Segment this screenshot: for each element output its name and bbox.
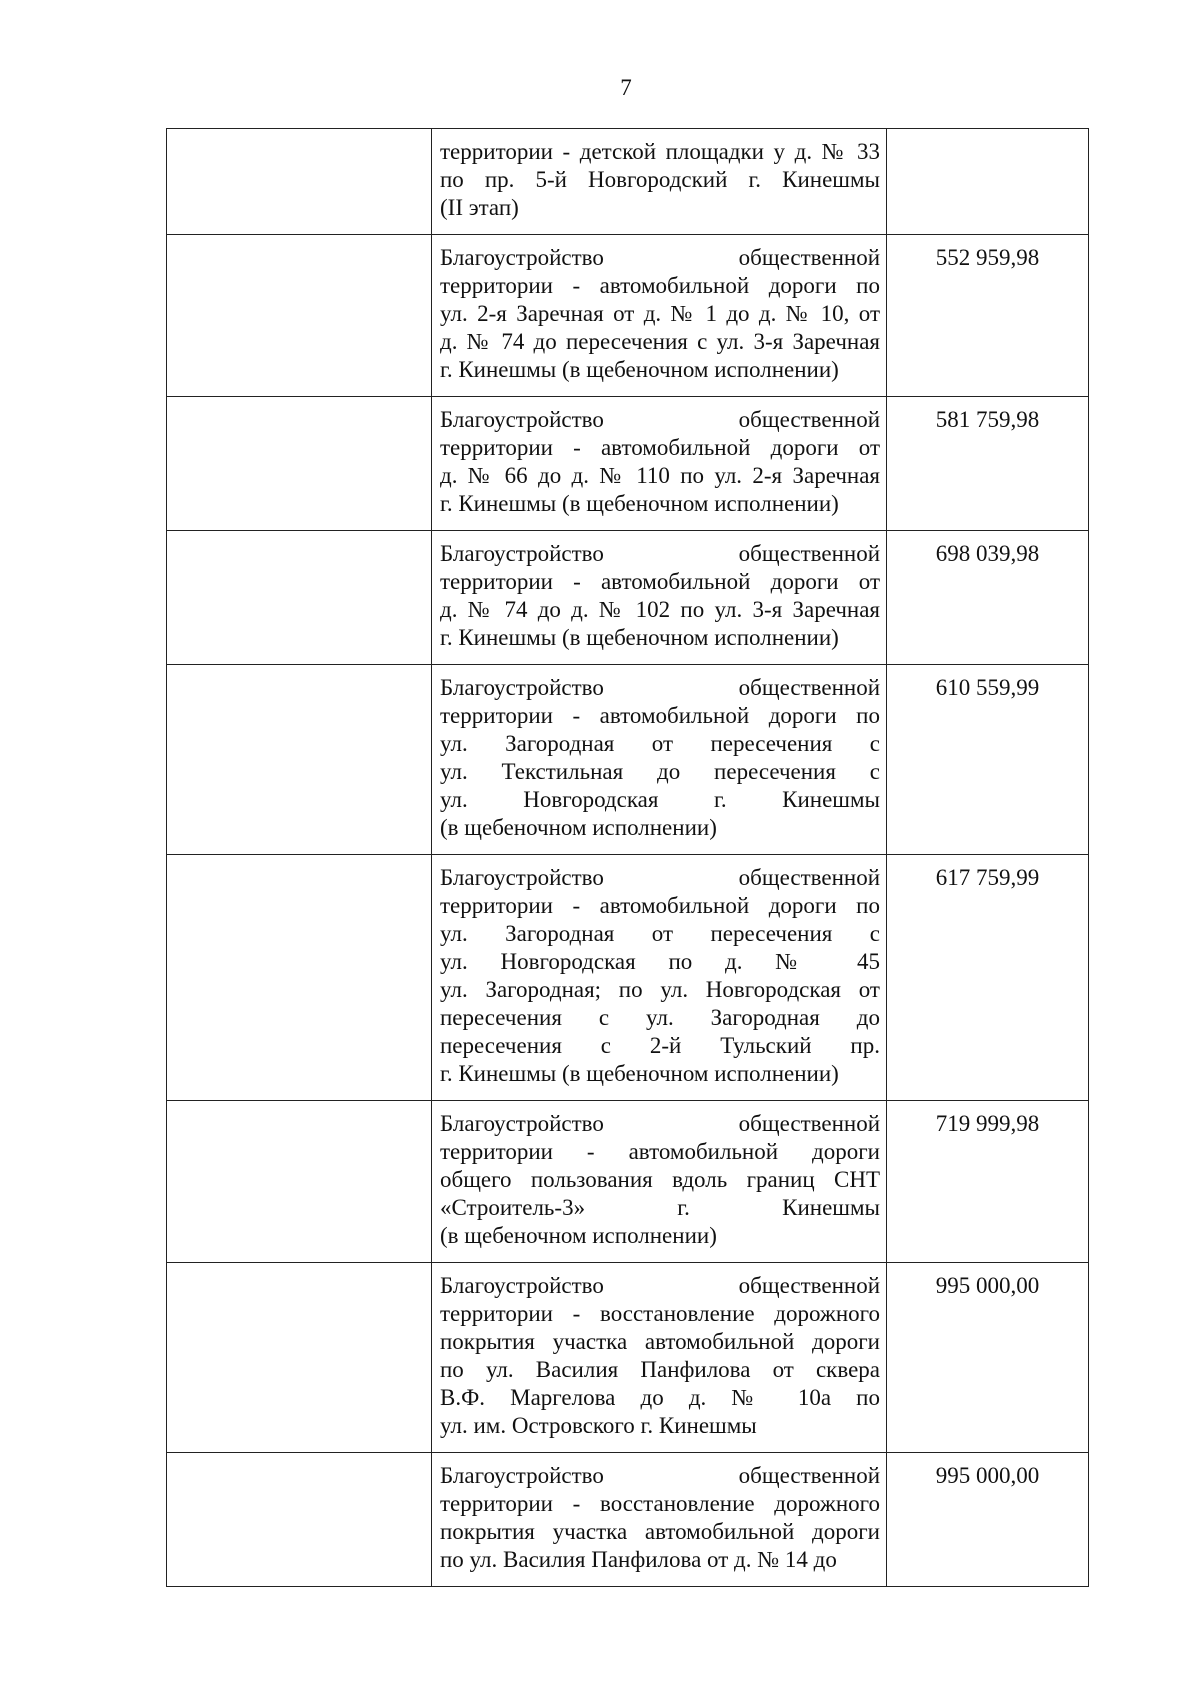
table-row — [167, 855, 1089, 1101]
work-description — [432, 1101, 886, 1252]
description-line: Благоустройство общественной — [440, 541, 880, 566]
description-line: общего пользования вдоль границ СНТ — [440, 1167, 880, 1192]
description-cell — [432, 665, 887, 855]
table-row — [167, 397, 1089, 531]
description-line: по пр. 5-й Новгородский г. Кинешмы — [440, 167, 880, 192]
work-description — [432, 665, 886, 844]
amount-cell — [887, 129, 1089, 235]
amount-value: 995 000,00 — [935, 1463, 1040, 1488]
description-line: (II этап) — [440, 195, 519, 220]
description-line: ул. Новгородская г. Кинешмы — [440, 787, 880, 812]
amount-value: 719 999,98 — [935, 1111, 1040, 1136]
amount-cell — [887, 1101, 1089, 1263]
description-line: территории - восстановление дорожного — [440, 1301, 880, 1326]
work-description — [432, 1453, 886, 1576]
description-line: ул. 2-я Заречная от д. № 1 до д. № 10, от — [440, 301, 880, 326]
amount-value: 581 759,98 — [935, 407, 1040, 432]
table-row — [167, 1453, 1089, 1587]
description-line: Благоустройство общественной — [440, 1273, 880, 1298]
empty-cell — [167, 1101, 432, 1263]
description-line: территории - автомобильной дороги по — [440, 273, 880, 298]
empty-cell — [167, 235, 432, 397]
description-line: Благоустройство общественной — [440, 407, 880, 432]
empty-cell — [167, 1263, 432, 1453]
amount-cell — [887, 397, 1089, 531]
description-line: ул. Загородная от пересечения с — [440, 921, 880, 946]
description-cell — [432, 235, 887, 397]
description-line: (в щебеночном исполнении) — [440, 1223, 717, 1248]
description-line: Благоустройство общественной — [440, 1463, 880, 1488]
description-cell — [432, 531, 887, 665]
description-line: территории - автомобильной дороги — [440, 1139, 880, 1164]
description-cell — [432, 397, 887, 531]
description-line: покрытия участка автомобильной дороги — [440, 1329, 880, 1354]
page-number: 7 — [620, 75, 632, 100]
empty-cell — [167, 129, 432, 235]
description-cell — [432, 1263, 887, 1453]
work-description — [432, 1263, 886, 1442]
description-line: ул. им. Островского г. Кинешмы — [440, 1413, 757, 1438]
description-line: по ул. Василия Панфилова от д. № 14 до — [440, 1547, 837, 1572]
table-row — [167, 1101, 1089, 1263]
description-line: г. Кинешмы (в щебеночном исполнении) — [440, 357, 839, 382]
amount-value — [887, 129, 1088, 140]
description-line: покрытия участка автомобильной дороги — [440, 1519, 880, 1544]
work-description — [432, 129, 886, 224]
amount-cell — [887, 855, 1089, 1101]
description-line: (в щебеночном исполнении) — [440, 815, 717, 840]
work-description — [432, 531, 886, 654]
description-line: Благоустройство общественной — [440, 1111, 880, 1136]
table-body — [167, 129, 1089, 1587]
description-cell — [432, 855, 887, 1101]
table-row — [167, 1263, 1089, 1453]
empty-cell — [167, 1453, 432, 1587]
amount-cell — [887, 1263, 1089, 1453]
description-line: г. Кинешмы (в щебеночном исполнении) — [440, 491, 839, 516]
description-cell — [432, 129, 887, 235]
empty-cell — [167, 531, 432, 665]
amount-cell — [887, 235, 1089, 397]
description-line: д. № 66 до д. № 110 по ул. 2-я Заречная — [440, 463, 880, 488]
description-line: ул. Текстильная до пересечения с — [440, 759, 880, 784]
work-description — [432, 855, 886, 1090]
amount-value: 552 959,98 — [935, 245, 1040, 270]
empty-cell — [167, 665, 432, 855]
description-line: пересечения с 2-й Тульский пр. — [440, 1033, 880, 1058]
table-row — [167, 235, 1089, 397]
description-line: территории - восстановление дорожного — [440, 1491, 880, 1516]
table-row — [167, 665, 1089, 855]
description-cell — [432, 1101, 887, 1263]
description-line: территории - автомобильной дороги по — [440, 893, 880, 918]
work-description — [432, 235, 886, 386]
empty-cell — [167, 855, 432, 1101]
amount-cell — [887, 665, 1089, 855]
description-line: В.Ф. Маргелова до д. № 10а по — [440, 1385, 880, 1410]
table-row — [167, 129, 1089, 235]
work-description — [432, 397, 886, 520]
description-line: территории - автомобильной дороги по — [440, 703, 880, 728]
amount-value: 610 559,99 — [935, 675, 1040, 700]
description-line: д. № 74 до д. № 102 по ул. 3-я Заречная — [440, 597, 880, 622]
description-line: территории - детской площадки у д. № 33 — [440, 139, 880, 164]
description-line: ул. Загородная; по ул. Новгородская от — [440, 977, 880, 1002]
amount-cell — [887, 531, 1089, 665]
amount-value: 995 000,00 — [935, 1273, 1040, 1298]
description-line: по ул. Василия Панфилова от сквера — [440, 1357, 880, 1382]
description-line: г. Кинешмы (в щебеночном исполнении) — [440, 625, 839, 650]
description-line: Благоустройство общественной — [440, 675, 880, 700]
empty-cell — [167, 397, 432, 531]
description-line: Благоустройство общественной — [440, 865, 880, 890]
description-line: Благоустройство общественной — [440, 245, 880, 270]
table-row — [167, 531, 1089, 665]
description-line: пересечения с ул. Загородная до — [440, 1005, 880, 1030]
amount-value: 617 759,99 — [935, 865, 1040, 890]
description-line: д. № 74 до пересечения с ул. 3-я Заречная — [440, 329, 880, 354]
works-table — [166, 128, 1089, 1587]
description-cell — [432, 1453, 887, 1587]
description-line: г. Кинешмы (в щебеночном исполнении) — [440, 1061, 839, 1086]
amount-value: 698 039,98 — [935, 541, 1040, 566]
description-line: «Строитель-3» г. Кинешмы — [440, 1195, 880, 1220]
description-line: территории - автомобильной дороги от — [440, 435, 880, 460]
amount-cell — [887, 1453, 1089, 1587]
description-line: ул. Загородная от пересечения с — [440, 731, 880, 756]
description-line: территории - автомобильной дороги от — [440, 569, 880, 594]
description-line: ул. Новгородская по д. № 45 — [440, 949, 880, 974]
